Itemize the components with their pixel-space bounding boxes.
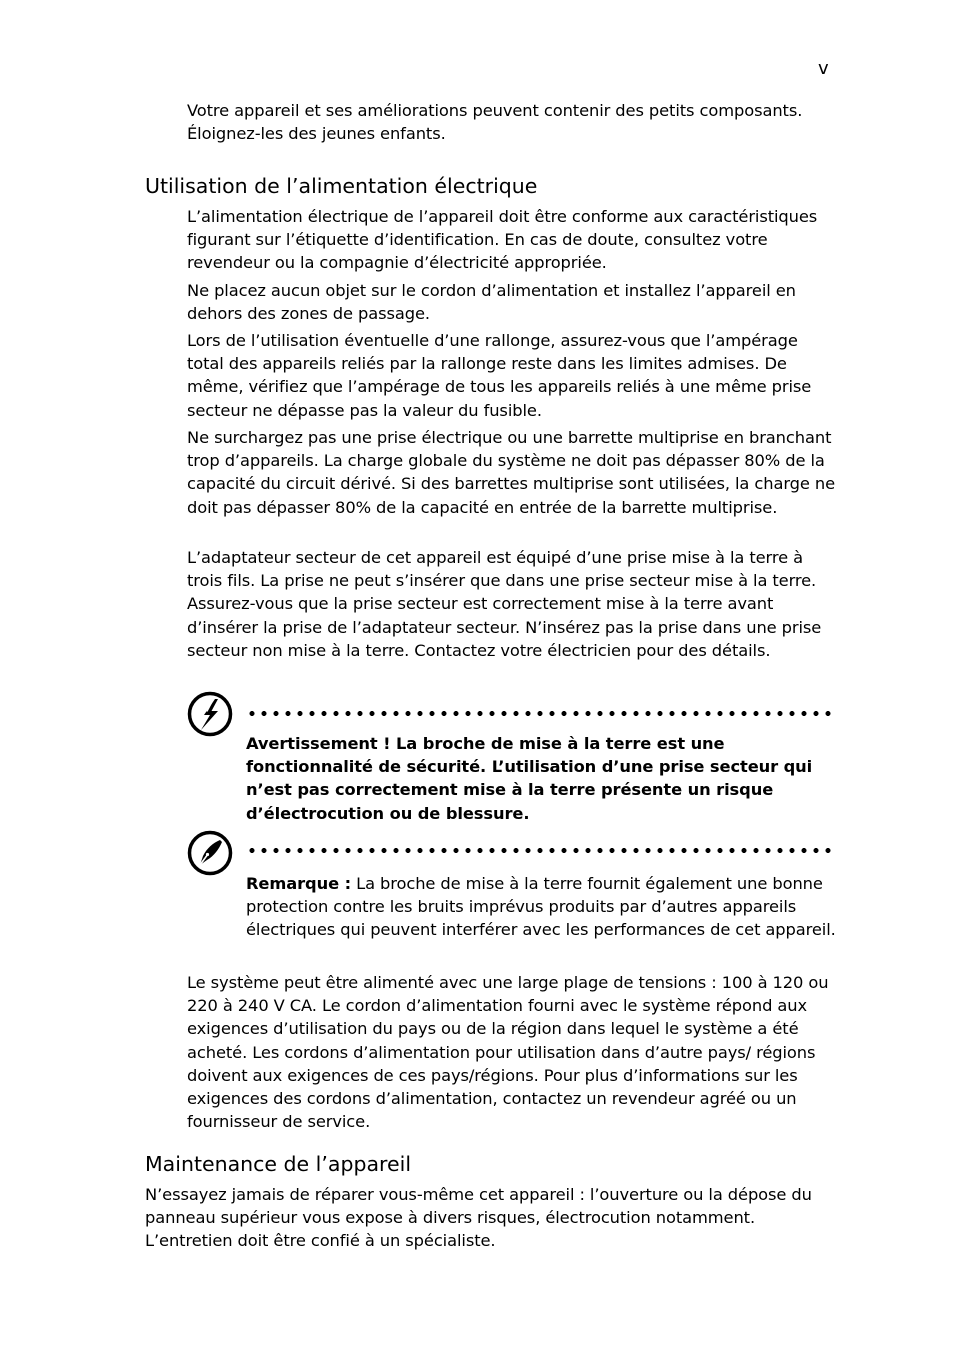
paragraph-text: Lors de l’utilisation éventuelle d’une rallonge, assurez-vous que l’ampérage total des appareils reliés par la rallonge reste dans les limites admises. De même, vérifiez que l’ampérage de tous les appareils reliés à une même prise secteur ne dépasse pas la valeur du fusible. (187, 331, 812, 420)
power-paragraph-1 (187, 205, 837, 275)
maintenance-paragraph (145, 1183, 835, 1253)
section-heading-maintenance: Maintenance de l’appareil (145, 1152, 412, 1176)
paragraph-text: L’alimentation électrique de l’appareil doit être conforme aux caractéristiques figurant sur l’étiquette d’identification. En cas de doute, consultez votre revendeur ou la compagnie d’électricité appropriée. (187, 207, 818, 273)
lightning-warning-icon (187, 691, 233, 737)
paragraph-text: Ne surchargez pas une prise électrique ou une barrette multiprise en branchant trop d’appareils. La charge globale du système ne doit pas dépasser 80% de la capacité du circuit dérivé. Si des barrettes multiprise sont utilisées, la charge ne doit pas dépasser 80% de la capacité en entrée de la barrette multiprise. (187, 428, 835, 517)
note-label: Remarque : (246, 874, 352, 893)
section-heading-power: Utilisation de l’alimentation électrique (145, 174, 538, 198)
paragraph-text: Le système peut être alimenté avec une large plage de tensions : 100 à 120 ou 220 à 240 V CA. Le cordon d’alimentation fourni avec le système répond aux exigences d’utilisation du pays ou de la région dans lequel le système a été acheté. Les cordons d’alimentation pour utilisation dans d’autre pays/ régions doivent aux exigences de ces pays/régions. Pour plus d’informations sur les exigences des cordons d’alimentation, contactez un revendeur agréé ou un fournisseur de service. (187, 973, 829, 1132)
pen-note-icon (187, 830, 233, 876)
warning-callout (246, 732, 836, 825)
note-dotted-divider (246, 848, 832, 853)
paragraph-text: L’adaptateur secteur de cet appareil est équipé d’une prise mise à la terre à trois fils. La prise ne peut s’insérer que dans une prise secteur mise à la terre. Assurez-vous que la prise secteur est correctement mise à la terre avant d’insérer la prise de l’adaptateur secteur. N’insérez pas la prise dans une prise secteur non mise à la terre. Contactez votre électricien pour des détails. (187, 548, 822, 660)
paragraph-text: Ne placez aucun objet sur le cordon d’alimentation et installez l’appareil en dehors des zones de passage. (187, 281, 796, 324)
warning-dotted-divider (246, 711, 832, 716)
power-paragraph-3 (187, 329, 837, 422)
power-paragraph-5 (187, 546, 837, 662)
note-text: La broche de mise à la terre fournit également une bonne protection contre les bruits imprévus produits par d’autres appareils électriques qui peuvent interférer avec les performances de cet appareil. (246, 874, 836, 940)
warning-text: Avertissement ! La broche de mise à la terre est une fonctionnalité de sécurité. L’utilisation d’une prise secteur qui n’est pas correctement mise à la terre présente un risque d’électrocution ou de blessure. (246, 734, 813, 823)
power-paragraph-4 (187, 426, 837, 519)
power-closing-paragraph (187, 971, 837, 1133)
intro-text: Votre appareil et ses améliorations peuvent contenir des petits composants. Éloignez-les des jeunes enfants. (187, 101, 803, 144)
intro-paragraph (187, 99, 837, 145)
note-callout (246, 872, 836, 942)
page-number: v (818, 58, 829, 79)
power-paragraph-2 (187, 279, 837, 325)
note-paragraph (246, 872, 836, 942)
paragraph-text: N’essayez jamais de réparer vous-même cet appareil : l’ouverture ou la dépose du panneau supérieur vous expose à divers risques, électrocution notamment. L’entretien doit être confié à un spécialiste. (145, 1185, 812, 1251)
